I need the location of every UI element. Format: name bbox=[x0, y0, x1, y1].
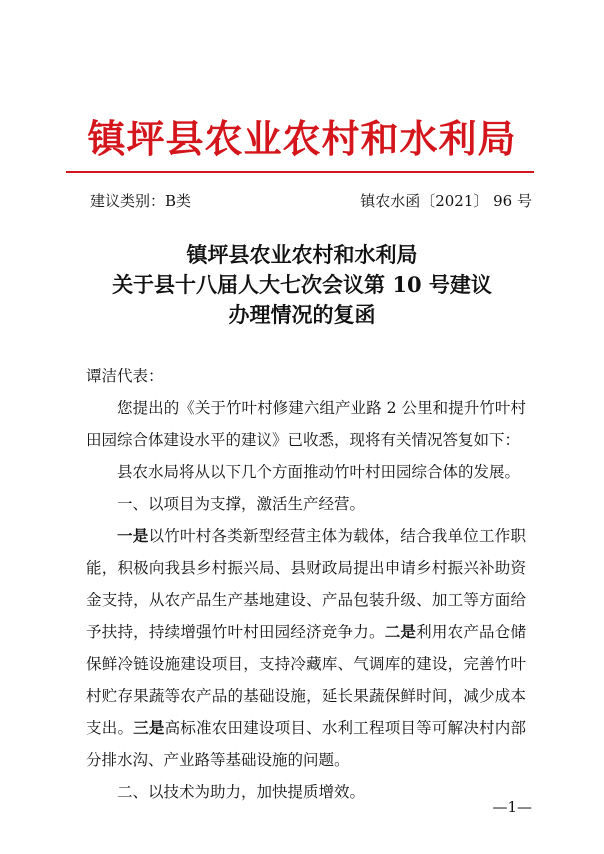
letterhead-divider bbox=[66, 171, 534, 173]
title-line-3: 办理情况的复函 bbox=[228, 302, 376, 327]
paragraph-intro: 您提出的《关于竹叶村修建六组产业路 2 公里和提升竹叶村田园综合体建设水平的建议》已收悉，现将有关情况答复如下： bbox=[86, 399, 526, 449]
salutation: 谭洁代表： bbox=[86, 367, 164, 385]
measure-lead-1: 一是 bbox=[117, 526, 149, 545]
suggestion-category: 建议类别：B类 bbox=[90, 192, 192, 210]
document-number: 镇农水函〔2021〕 96 号 bbox=[360, 192, 532, 210]
paragraph-measures bbox=[86, 520, 526, 776]
organization-letterhead: 镇坪县农业农村和水利局 bbox=[87, 116, 517, 161]
paragraph-overview: 县农水局将从以下几个方面推动竹叶村田园综合体的发展。 bbox=[117, 463, 521, 481]
measure-lead-2: 二是 bbox=[384, 622, 417, 641]
section-heading-2: 二、以技术为助力，加快提质增效。 bbox=[117, 783, 366, 801]
document-body bbox=[86, 360, 526, 808]
page-number: —1— bbox=[492, 798, 532, 816]
document-title bbox=[0, 240, 604, 330]
measure-text-3: 高标准农田建设项目、水利工程项目等可解决村内部分排水沟、产业路等基础设施的问题。 bbox=[86, 719, 526, 769]
title-line-2: 关于县十八届人大七次会议第 10 号建议 bbox=[112, 272, 492, 297]
measure-lead-3: 三是 bbox=[133, 718, 165, 737]
section-heading-1: 一、以项目为支撑，激活生产经营。 bbox=[117, 495, 366, 513]
measure-text-1: 以竹叶村各类新型经营主体为载体，结合我单位工作职能，积极向我县乡村振兴局、县财政局提出申请乡村振兴补助资金支持，从农产品生产基地建设、产品包装升级、加工等方面给予扶持，持续增强竹叶村田园经济竞争力。 bbox=[86, 527, 526, 641]
measure-text-2: 利用农产品仓储保鲜冷链设施建设项目，支持冷藏库、气调库的建设，完善竹叶村贮存果蔬等农产品的基础设施，延长果蔬保鲜时间，减少成本支出。 bbox=[86, 623, 526, 737]
title-line-1: 镇坪县农业农村和水利局 bbox=[186, 242, 418, 267]
